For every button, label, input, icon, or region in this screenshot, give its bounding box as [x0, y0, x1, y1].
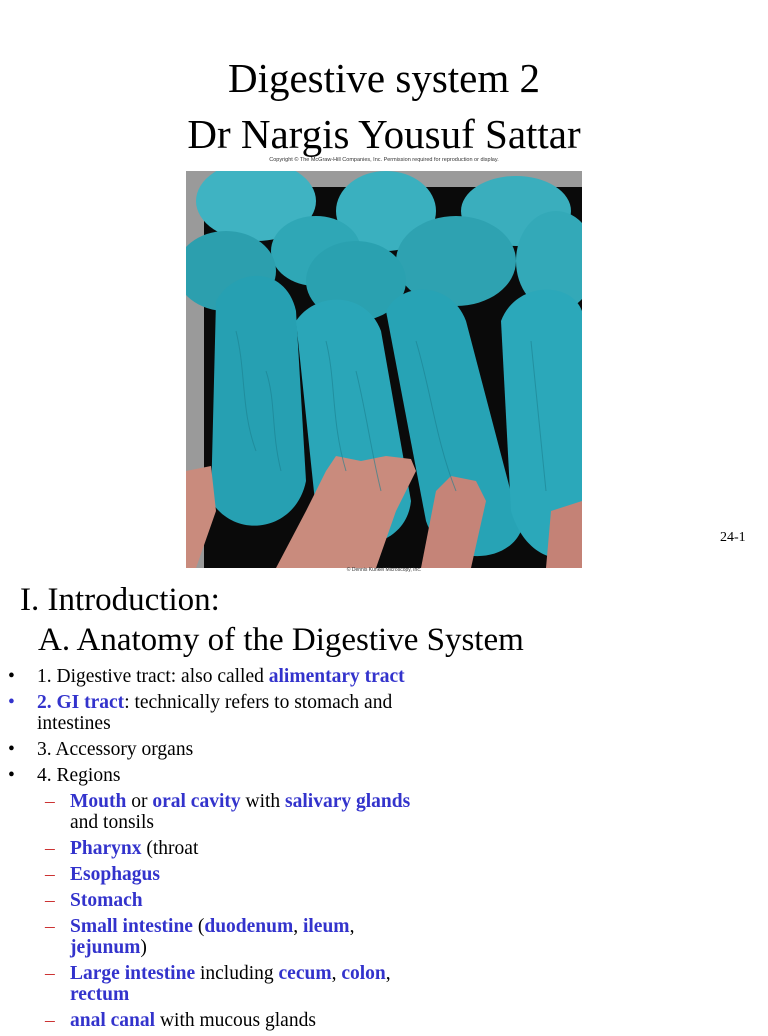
dash-icon: – [45, 916, 55, 937]
dash-icon: – [45, 963, 55, 984]
dash-icon: – [45, 890, 55, 911]
region-item: – Pharynx (throat [45, 838, 199, 859]
region-item: – Small intestine (duodenum, ileum, jejunum) [45, 916, 355, 958]
photo-credit: © Dennis Kunkel Microscopy, Inc. [346, 567, 422, 573]
copyright-notice: Copyright © The McGraw-Hill Companies, Inc. Permission required for reproduction or display. [269, 157, 499, 163]
keyword: 2. GI tract [37, 692, 125, 713]
region-item: – Large intestine including cecum, colon, rectum [45, 963, 391, 1005]
bullet-icon: • [8, 739, 15, 760]
list-item: • 1. Digestive tract: also called alimentary tract [8, 666, 405, 687]
slide-number: 24-1 [720, 530, 746, 545]
region-item: – Esophagus [45, 864, 160, 885]
list-item: • 3. Accessory organs [8, 739, 194, 760]
bullet-icon: • [8, 666, 15, 687]
region-item: – anal canal with mucous glands [45, 1010, 316, 1031]
intestinal-villi-micrograph [186, 171, 582, 568]
list-item: • 4. Regions [8, 765, 121, 786]
dash-icon: – [45, 864, 55, 885]
bullet-icon: • [8, 765, 15, 786]
content-list [0, 666, 768, 1036]
slide-title: Digestive system 2 [227, 55, 541, 101]
dash-icon: – [45, 1010, 55, 1031]
bullet-icon: • [8, 692, 15, 713]
subsection-heading: A. Anatomy of the Digestive System [38, 622, 524, 658]
region-item: – Mouth or oral cavity with salivary glands and tonsils [45, 791, 411, 833]
region-item: – Stomach [45, 890, 143, 911]
section-heading: I. Introduction: [20, 582, 220, 618]
dash-icon: – [45, 791, 55, 812]
keyword: alimentary tract [268, 666, 405, 687]
slide-author: Dr Nargis Yousuf Sattar [187, 111, 581, 157]
dash-icon: – [45, 838, 55, 859]
list-item: • 2. GI tract: technically refers to stomach and intestines [8, 692, 393, 734]
